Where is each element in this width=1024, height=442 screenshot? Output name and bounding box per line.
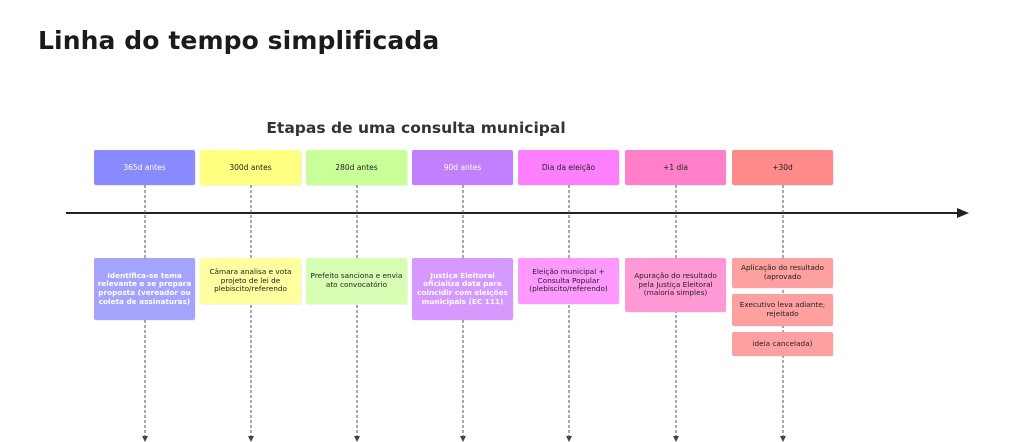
arrow-down-icon bbox=[354, 436, 360, 442]
page-title: Linha do tempo simplificada bbox=[38, 26, 440, 55]
timeline-section bbox=[732, 150, 833, 348]
period-label: +30d bbox=[732, 150, 833, 185]
event-card: Prefeito sanciona e envia ato convocatório bbox=[306, 258, 407, 304]
arrow-down-icon bbox=[566, 436, 572, 442]
arrow-down-icon bbox=[673, 436, 679, 442]
timeline-title: Etapas de uma consulta municipal bbox=[266, 119, 566, 137]
timeline-section bbox=[94, 150, 195, 306]
event-card: Executivo leva adiante; rejeitado bbox=[732, 294, 833, 326]
timeline-section bbox=[306, 150, 407, 289]
dashed-connector bbox=[568, 185, 569, 438]
event-card: ideia cancelada) bbox=[732, 332, 833, 356]
event-card: Apuração do resultado pela Justiça Eleitoral (maioria simples) bbox=[625, 258, 726, 312]
event-list bbox=[94, 258, 195, 320]
event-card: Aplicação do resultado (aprovado bbox=[732, 258, 833, 288]
timeline-axis bbox=[66, 212, 959, 214]
event-card: Câmara analisa e vota projeto de lei de plebiscito/referendo bbox=[200, 258, 301, 304]
period-label: Dia da eleição bbox=[518, 150, 619, 185]
timeline-section bbox=[412, 150, 513, 306]
period-label: 90d antes bbox=[412, 150, 513, 185]
dashed-connector bbox=[250, 185, 251, 438]
arrow-down-icon bbox=[142, 436, 148, 442]
timeline-section bbox=[518, 150, 619, 294]
period-label: 365d antes bbox=[94, 150, 195, 185]
arrow-down-icon bbox=[248, 436, 254, 442]
event-list bbox=[200, 258, 301, 304]
event-card: Identifica-se tema relevante e se prepara proposta (vereador ou coleta de assinaturas) bbox=[94, 258, 195, 320]
event-list bbox=[732, 258, 833, 356]
event-list bbox=[625, 258, 726, 312]
arrow-down-icon bbox=[780, 436, 786, 442]
event-list bbox=[306, 258, 407, 304]
timeline-axis-arrowhead bbox=[957, 208, 969, 218]
event-list bbox=[518, 258, 619, 304]
period-label: 280d antes bbox=[306, 150, 407, 185]
period-label: +1 dia bbox=[625, 150, 726, 185]
event-card: Justiça Eleitoral oficializa data para coincidir com eleições municipais (EC 111) bbox=[412, 258, 513, 320]
arrow-down-icon bbox=[460, 436, 466, 442]
timeline-section bbox=[625, 150, 726, 298]
event-card: Eleição municipal + Consulta Popular (plebiscito/referendo) bbox=[518, 258, 619, 304]
period-label: 300d antes bbox=[200, 150, 301, 185]
event-list bbox=[412, 258, 513, 320]
dashed-connector bbox=[356, 185, 357, 438]
timeline-section bbox=[200, 150, 301, 294]
